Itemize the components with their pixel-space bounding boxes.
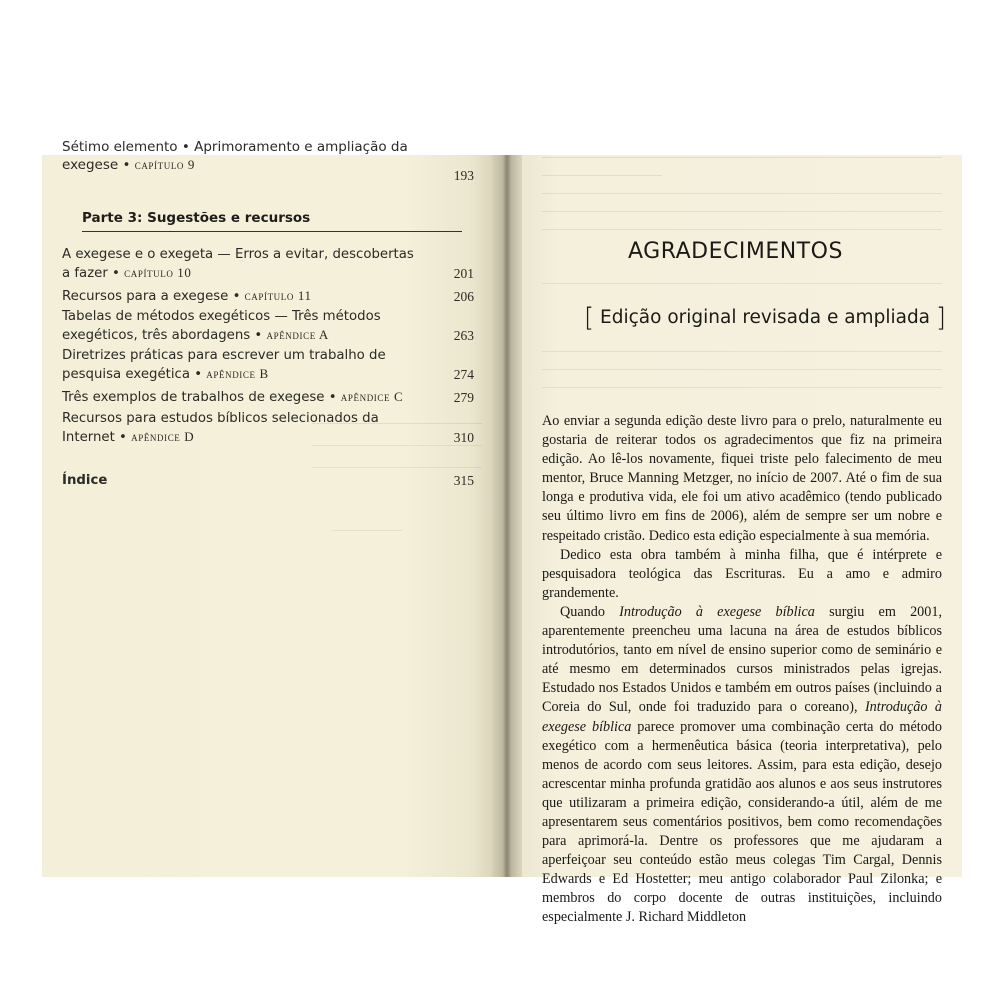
toc-entry [62, 246, 474, 282]
toc-entry [62, 410, 474, 446]
paragraph: Dedico esta obra também à minha filha, que é intérprete e pesquisadora teológica das Escrituras. Eu a amo e admiro grandemente. [542, 546, 942, 601]
toc-page-number: 263 [453, 327, 474, 343]
toc-entry-tag: capítulo 10 [124, 264, 192, 280]
toc-page-number: 201 [453, 265, 474, 281]
toc-entry-text: Diretrizes práticas para escrever um trabalho de [62, 348, 386, 363]
toc-entry-line2: exegese • [62, 157, 131, 173]
toc-entry-text: A exegese e o exegeta — Erros a evitar, descobertas [62, 247, 414, 262]
toc-index-entry [62, 472, 474, 490]
toc-entry-text: Tabelas de métodos exegéticos — Três métodos [62, 309, 381, 324]
part-rule [82, 231, 462, 232]
toc-entry-tag: apêndice A [266, 326, 329, 342]
toc-page-number: 279 [453, 390, 474, 405]
toc-entry-tag: apêndice C [340, 389, 404, 404]
toc-page-number: 206 [453, 289, 474, 304]
toc-index-label: Índice [62, 473, 108, 488]
toc-entry-text2: pesquisa exegética • [62, 366, 203, 382]
toc-entry-text: Recursos para estudos bíblicos selecionados da [62, 411, 379, 426]
toc-entry-tag: capítulo 11 [244, 288, 312, 303]
book-title-italic: Introdução à exegese bíblica [542, 699, 942, 735]
toc-entry-line1: Sétimo elemento • Aprimoramento e ampliação da [62, 139, 408, 155]
toc-page-number: 193 [453, 168, 474, 183]
toc-entry [62, 287, 474, 306]
toc-entry [62, 347, 474, 383]
bracket-open: [ [584, 303, 595, 333]
toc-entry-text: Recursos para a exegese • [62, 289, 241, 304]
toc-entry [62, 388, 474, 407]
left-page-toc [42, 139, 492, 877]
toc-entry [62, 308, 474, 344]
section-subtitle [584, 303, 946, 333]
toc-entry-text2: exegéticos, três abordagens • [62, 327, 263, 343]
toc-entry-text: Três exemplos de trabalhos de exegese • [62, 390, 337, 405]
paragraph: Quando Introdução à exegese bíblica surgiu em 2001, aparentemente preencheu uma lacuna na área de estudos bíblicos introdutórios, tanto em nível de ensino superior como de seminário e até mesmo em determinados cursos ministrados pelas igrejas. Estudado nos Estados Unidos e também em outros países (incluindo a Coreia do Sul, onde foi traduzido para o coreano), Introdução à exegese bíblica parece promover uma combinação certa do método exegético com a hermenêutica básica (teoria interpretativa), pelo menos de acordo com seus leitores. Assim, para esta edição, desejo acrescentar minha profunda gratidão aos alunos e aos seus instrutores que utilizaram a primeira edição, considerando-a útil, além de me apresentarem seus comentários positivos, bem como recomendações para aprimorá-la. Dentre os professores que me ajudaram a aperfeiçoar seu conteúdo estão meus colegas Tim Cargal, Dennis Edwards e Ed Hostetter; meu antigo colaborador Paul Zilonka; e membros do corpo docente de outras instituições, incluindo especialmente J. Richard Middleton [542, 603, 943, 926]
toc-entry-text2: Internet • [62, 429, 127, 445]
toc-page-number: 310 [453, 429, 474, 445]
book-spread [42, 139, 962, 926]
toc-entry-page-row [62, 167, 474, 185]
part-heading: Parte 3: Sugestões e recursos [82, 210, 311, 226]
page-title: AGRADECIMENTOS [628, 239, 843, 264]
toc-entry-text2: a fazer • [62, 265, 120, 281]
body-text [542, 412, 942, 928]
paragraph: Ao enviar a segunda edição deste livro para o prelo, naturalmente eu gostaria de reiterar todos os agradecimentos que fiz na primeira edição. Ao lê-los novamente, fiquei triste pelo falecimento de meu mentor, Bruce Manning Metzger, no início de 2007. Até o fim de sua longa e produtiva vida, ele foi um ativo acadêmico (tendo publicado seu último livro em fins de 2006), além de sempre ser um nobre e respeitado cristão. Dedico esta edição especialmente à sua memória. [542, 413, 942, 544]
toc-page-number: 315 [453, 473, 474, 488]
book-title-italic: Introdução à exegese bíblica [619, 603, 815, 620]
book-gutter [492, 155, 522, 877]
toc-entry-tag: capítulo 9 [134, 157, 195, 172]
right-page-acknowledgements [522, 155, 962, 926]
toc-entry-tag: apêndice D [131, 428, 195, 444]
subtitle-text: Edição original revisada e ampliada [600, 307, 931, 328]
toc-page-number: 274 [453, 366, 474, 382]
toc-entry-tag: apêndice B [206, 365, 269, 381]
bracket-close: ] [935, 303, 947, 333]
